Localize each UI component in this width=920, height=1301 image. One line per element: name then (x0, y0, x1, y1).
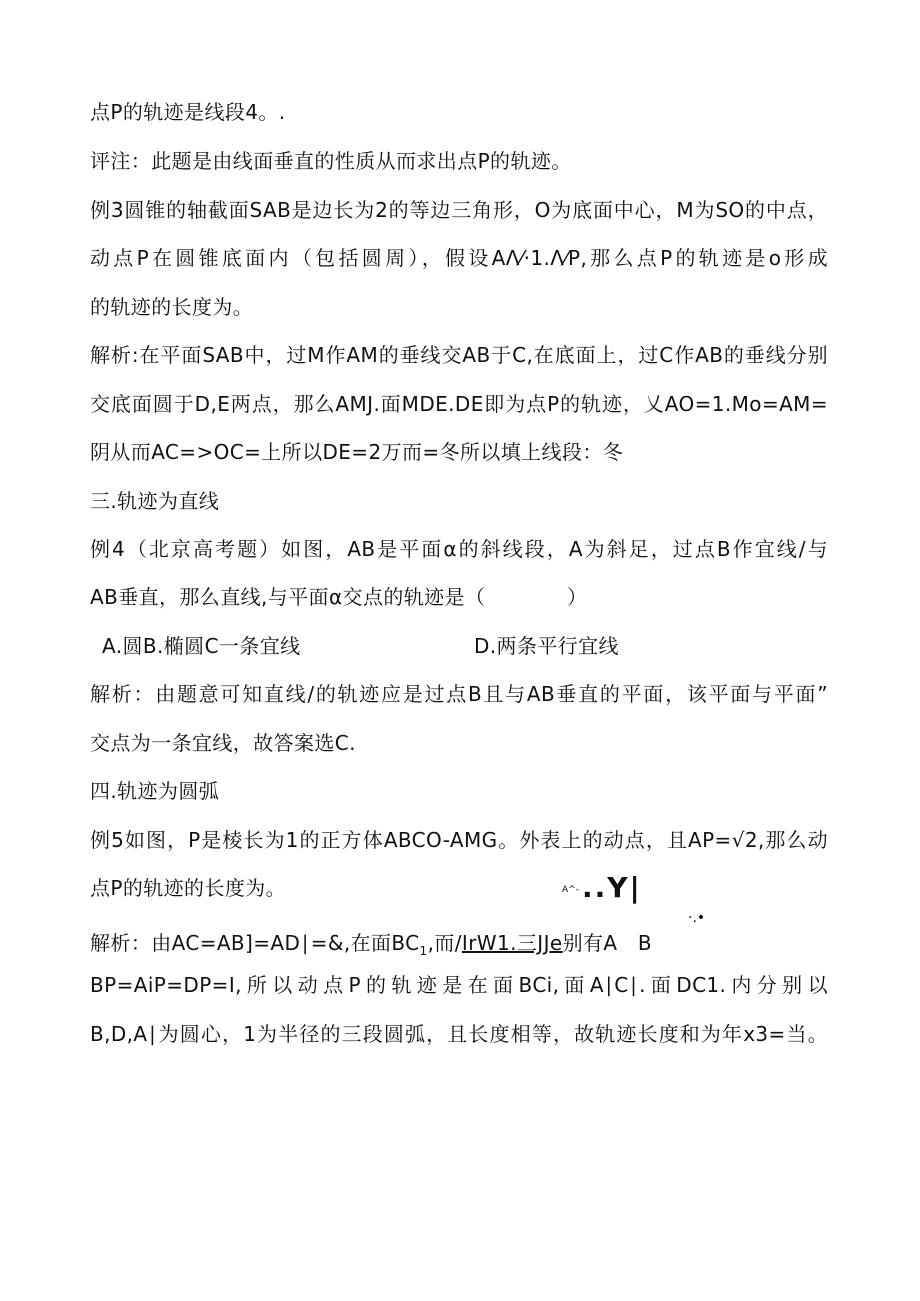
artifact-dots: ·.• (688, 910, 706, 926)
text-line: 交底面圆于D,E两点，那么AMJ.面MDE.DE即为点P的轨迹，乂AO=1.Mo=AM= (90, 392, 828, 416)
section-heading: 三.轨迹为直线 (90, 489, 220, 513)
text-line: 解析:在平面SAB中，过M作AM的垂线交AB于C,在底面上，过C作AB的垂线分别 (90, 343, 828, 367)
option-abc: A.圆B.椭圆C一条宜线 (102, 634, 301, 658)
subscript: 1 (419, 944, 428, 958)
text-segment: 解析：由AC=AB]=AD∣=&,在面BC (90, 931, 420, 955)
text-line: 点P的轨迹的长度为。 (90, 876, 287, 900)
text-line: 阴从而AC=>OC=上所以DE=2万而=冬所以填上线段：冬 (90, 440, 624, 464)
text-line: 的轨迹的长度为。 (90, 295, 254, 319)
figure-artifact (562, 868, 662, 908)
text-line: B,D,A∣为圆心，1为半径的三段圆弧，且长度相等，故轨迹长度和为年x3=当。 (90, 1022, 828, 1046)
text-line: 点P的轨迹是线段4。. (90, 100, 286, 124)
text-line: 评注：此题是由线面垂直的性质从而求出点P的轨迹。 (90, 149, 572, 173)
text-line: AB垂直，那么直线,与平面α交点的轨迹是（ ） (90, 585, 588, 609)
text-line: BP=AiP=DP=I,所以动点P的轨迹是在面BCi,面A∣C∣.面DC1.内分别以 (90, 973, 828, 997)
section-heading: 四.轨迹为圆弧 (90, 779, 220, 803)
artifact-small-text: A^- (562, 885, 579, 895)
option-d: D.两条平行宜线 (474, 634, 619, 658)
underlined-text: IrW1.三JJe (461, 931, 563, 955)
text-line: 例5如图，P是棱长为1的正方体ABCO-AMG。外表上的动点，且AP=√2,那么动 (90, 828, 828, 852)
text-line: 例3圆锥的轴截面SAB是边长为2的等边三角形，O为底面中心，M为SO的中点， (90, 198, 828, 222)
text-line: 解析：由题意可知直线/的轨迹应是过点B且与AB垂直的平面，该平面与平面” (90, 682, 828, 706)
text-line (90, 928, 652, 966)
text-segment: ,而/ (427, 931, 462, 955)
text-segment: 别有A B (562, 931, 652, 955)
text-line: 交点为一条宜线，故答案选C. (90, 731, 356, 755)
text-line: 动点P在圆锥底面内（包括圆周），假设AΛ⁄·1.Λ⁄P,那么点P的轨迹是o形成 (90, 246, 828, 270)
text-line: 例4（北京高考题）如图，AB是平面α的斜线段，A为斜足，过点B作宜线/与 (90, 537, 828, 561)
artifact-large-text: ..Y| (582, 871, 642, 904)
